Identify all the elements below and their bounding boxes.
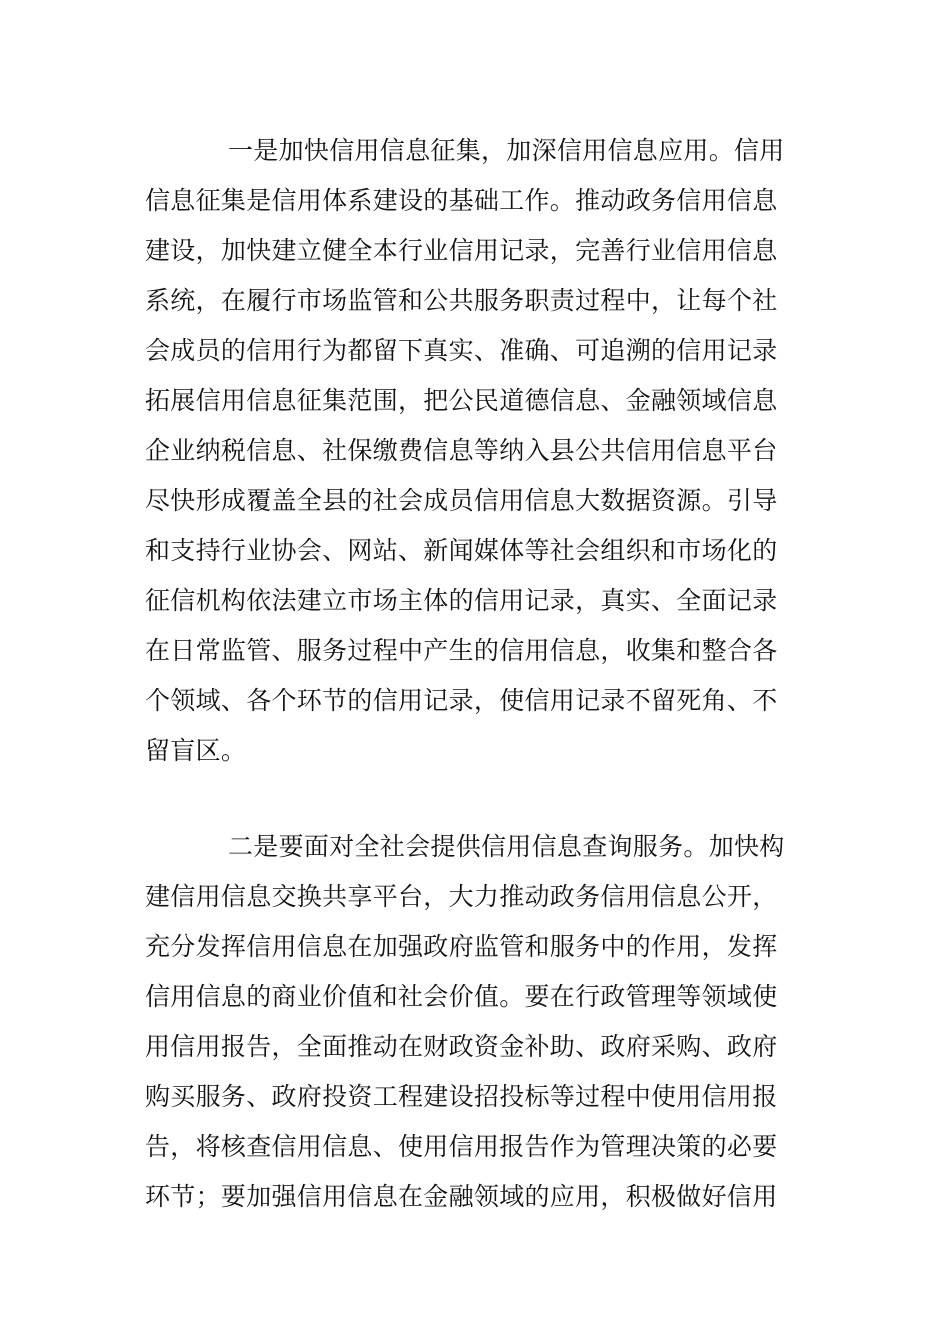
paragraph-line: 信息征集是信用体系建设的基础工作。推动政务信用信息	[145, 186, 778, 215]
paragraph-line: 留盲区。	[145, 736, 247, 765]
paragraph-line: 系统，在履行市场监管和公共服务职责过程中，让每个社	[145, 286, 778, 315]
paragraph-line: 购买服务、政府投资工程建设招投标等过程中使用信用报	[145, 1082, 778, 1111]
paragraph-line: 建信用信息交换共享平台，大力推动政务信用信息公开，	[145, 882, 778, 911]
paragraph-line: 告，将核查信用信息、使用信用报告作为管理决策的必要	[145, 1132, 778, 1161]
paragraph-line: 尽快形成覆盖全县的社会成员信用信息大数据资源。引导	[145, 486, 778, 515]
paragraph-line: 在日常监管、服务过程中产生的信用信息，收集和整合各	[145, 636, 778, 665]
paragraph-line: 充分发挥信用信息在加强政府监管和服务中的作用，发挥	[145, 932, 778, 961]
paragraph-line: 建设，加快建立健全本行业信用记录，完善行业信用信息	[145, 236, 778, 265]
paragraph-line: 个领域、各个环节的信用记录，使信用记录不留死角、不	[145, 686, 778, 715]
paragraph-line: 用信用报告，全面推动在财政资金补助、政府采购、政府	[145, 1032, 778, 1061]
paragraph-line: 信用信息的商业价值和社会价值。要在行政管理等领域使	[145, 982, 778, 1011]
paragraph-line: 环节；要加强信用信息在金融领域的应用，积极做好信用	[145, 1182, 778, 1211]
paragraph-line: 二是要面对全社会提供信用信息查询服务。加快构	[228, 832, 785, 861]
paragraph-line: 企业纳税信息、社保缴费信息等纳入县公共信用信息平台	[145, 436, 778, 465]
paragraph-line: 一是加快信用信息征集，加深信用信息应用。信用	[228, 136, 785, 165]
paragraph-line: 和支持行业协会、网站、新闻媒体等社会组织和市场化的	[145, 536, 778, 565]
paragraph-line: 会成员的信用行为都留下真实、准确、可追溯的信用记录	[145, 336, 778, 365]
paragraph-line: 拓展信用信息征集范围，把公民道德信息、金融领域信息	[145, 386, 778, 415]
paragraph-line: 征信机构依法建立市场主体的信用记录，真实、全面记录	[145, 586, 778, 615]
